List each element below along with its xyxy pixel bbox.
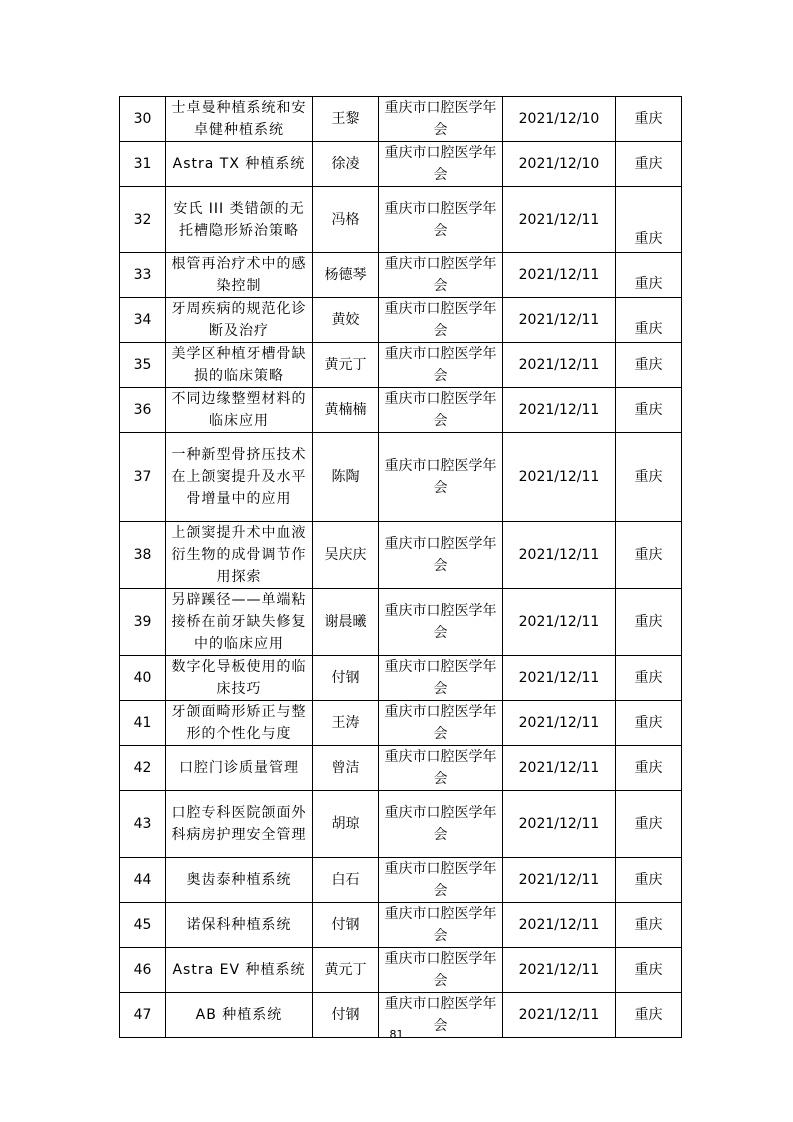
- lecture-date: 2021/12/11: [503, 858, 616, 903]
- row-number: 47: [120, 993, 166, 1038]
- speaker-name: 杨德琴: [313, 253, 379, 298]
- lecture-title: 美学区种植牙槽骨缺损的临床策略: [166, 343, 313, 388]
- location: 重庆: [616, 187, 682, 253]
- location: 重庆: [616, 589, 682, 656]
- organizer: 重庆市口腔医学年会: [379, 253, 503, 298]
- table-row: [120, 903, 682, 948]
- lecture-title: 士卓曼种植系统和安卓健种植系统: [166, 97, 313, 142]
- lecture-date: 2021/12/11: [503, 656, 616, 701]
- lecture-title: 数字化导板使用的临床技巧: [166, 656, 313, 701]
- organizer: 重庆市口腔医学年会: [379, 993, 503, 1038]
- location: 重庆: [616, 97, 682, 142]
- speaker-name: 王涛: [313, 701, 379, 746]
- lecture-title: 不同边缘整塑材料的临床应用: [166, 388, 313, 433]
- location: 重庆: [616, 656, 682, 701]
- lecture-title: 奥齿泰种植系统: [166, 858, 313, 903]
- speaker-name: 黄元丁: [313, 343, 379, 388]
- row-number: 30: [120, 97, 166, 142]
- organizer: 重庆市口腔医学年会: [379, 656, 503, 701]
- table-row: [120, 433, 682, 522]
- speaker-name: 谢晨曦: [313, 589, 379, 656]
- lecture-title: 口腔门诊质量管理: [166, 746, 313, 791]
- location: 重庆: [616, 993, 682, 1038]
- table-row: [120, 253, 682, 298]
- row-number: 39: [120, 589, 166, 656]
- speaker-name: 白石: [313, 858, 379, 903]
- organizer: 重庆市口腔医学年会: [379, 701, 503, 746]
- lecture-title: 口腔专科医院颌面外科病房护理安全管理: [166, 791, 313, 858]
- lecture-title: Astra TX 种植系统: [166, 142, 313, 187]
- row-number: 40: [120, 656, 166, 701]
- lecture-date: 2021/12/11: [503, 433, 616, 522]
- speaker-name: 付钢: [313, 656, 379, 701]
- lecture-date: 2021/12/11: [503, 903, 616, 948]
- lecture-title: 一种新型骨挤压技术在上颌窦提升及水平骨增量中的应用: [166, 433, 313, 522]
- organizer: 重庆市口腔医学年会: [379, 791, 503, 858]
- table-row: [120, 298, 682, 343]
- location: 重庆: [616, 298, 682, 343]
- speaker-name: 付钢: [313, 993, 379, 1038]
- organizer: 重庆市口腔医学年会: [379, 746, 503, 791]
- location: 重庆: [616, 142, 682, 187]
- lecture-date: 2021/12/11: [503, 701, 616, 746]
- table-row: [120, 589, 682, 656]
- lecture-date: 2021/12/11: [503, 589, 616, 656]
- row-number: 32: [120, 187, 166, 253]
- lecture-title: 诺保科种植系统: [166, 903, 313, 948]
- speaker-name: 王黎: [313, 97, 379, 142]
- location: 重庆: [616, 858, 682, 903]
- speaker-name: 吴庆庆: [313, 522, 379, 589]
- row-number: 41: [120, 701, 166, 746]
- lecture-date: 2021/12/11: [503, 746, 616, 791]
- location: 重庆: [616, 791, 682, 858]
- location: 重庆: [616, 433, 682, 522]
- lecture-date: 2021/12/11: [503, 993, 616, 1038]
- row-number: 44: [120, 858, 166, 903]
- speaker-name: 黄姣: [313, 298, 379, 343]
- table-row: [120, 746, 682, 791]
- row-number: 31: [120, 142, 166, 187]
- lecture-date: 2021/12/11: [503, 343, 616, 388]
- lecture-date: 2021/12/11: [503, 298, 616, 343]
- speaker-name: 黄元丁: [313, 948, 379, 993]
- table-row: [120, 948, 682, 993]
- row-number: 37: [120, 433, 166, 522]
- table-row: [120, 656, 682, 701]
- location: 重庆: [616, 746, 682, 791]
- table-row: [120, 858, 682, 903]
- table-row: [120, 142, 682, 187]
- location: 重庆: [616, 388, 682, 433]
- lecture-date: 2021/12/11: [503, 388, 616, 433]
- location: 重庆: [616, 903, 682, 948]
- table-row: [120, 701, 682, 746]
- table-row: [120, 522, 682, 589]
- speaker-name: 胡琼: [313, 791, 379, 858]
- location: 重庆: [616, 948, 682, 993]
- speaker-name: 陈陶: [313, 433, 379, 522]
- table-body: [120, 97, 682, 1038]
- location: 重庆: [616, 701, 682, 746]
- table-row: [120, 791, 682, 858]
- lecture-title: 牙颌面畸形矫正与整形的个性化与度: [166, 701, 313, 746]
- lecture-date: 2021/12/11: [503, 791, 616, 858]
- lecture-title: AB 种植系统: [166, 993, 313, 1038]
- organizer: 重庆市口腔医学年会: [379, 187, 503, 253]
- organizer: 重庆市口腔医学年会: [379, 97, 503, 142]
- lecture-title: 上颌窦提升术中血液衍生物的成骨调节作用探索: [166, 522, 313, 589]
- lecture-date: 2021/12/11: [503, 522, 616, 589]
- row-number: 38: [120, 522, 166, 589]
- table-row: [120, 97, 682, 142]
- lecture-table: [119, 96, 682, 1038]
- speaker-name: 付钢: [313, 903, 379, 948]
- row-number: 35: [120, 343, 166, 388]
- page-number: 81: [389, 1028, 404, 1041]
- lecture-title: 安氏 III 类错颌的无托槽隐形矫治策略: [166, 187, 313, 253]
- lecture-title: 牙周疾病的规范化诊断及治疗: [166, 298, 313, 343]
- row-number: 36: [120, 388, 166, 433]
- location: 重庆: [616, 343, 682, 388]
- lecture-date: 2021/12/10: [503, 97, 616, 142]
- lecture-date: 2021/12/11: [503, 948, 616, 993]
- organizer: 重庆市口腔医学年会: [379, 589, 503, 656]
- speaker-name: 黄楠楠: [313, 388, 379, 433]
- lecture-title: Astra EV 种植系统: [166, 948, 313, 993]
- location: 重庆: [616, 253, 682, 298]
- speaker-name: 徐凌: [313, 142, 379, 187]
- organizer: 重庆市口腔医学年会: [379, 433, 503, 522]
- row-number: 42: [120, 746, 166, 791]
- row-number: 34: [120, 298, 166, 343]
- organizer: 重庆市口腔医学年会: [379, 522, 503, 589]
- table-row: [120, 343, 682, 388]
- organizer: 重庆市口腔医学年会: [379, 142, 503, 187]
- organizer: 重庆市口腔医学年会: [379, 858, 503, 903]
- table-row: [120, 187, 682, 253]
- lecture-title: 根管再治疗术中的感染控制: [166, 253, 313, 298]
- speaker-name: 曾洁: [313, 746, 379, 791]
- lecture-date: 2021/12/11: [503, 253, 616, 298]
- organizer: 重庆市口腔医学年会: [379, 343, 503, 388]
- table-row: [120, 388, 682, 433]
- row-number: 33: [120, 253, 166, 298]
- row-number: 43: [120, 791, 166, 858]
- lecture-title: 另辟蹊径——单端粘接桥在前牙缺失修复中的临床应用: [166, 589, 313, 656]
- organizer: 重庆市口腔医学年会: [379, 388, 503, 433]
- organizer: 重庆市口腔医学年会: [379, 298, 503, 343]
- row-number: 46: [120, 948, 166, 993]
- organizer: 重庆市口腔医学年会: [379, 948, 503, 993]
- location: 重庆: [616, 522, 682, 589]
- speaker-name: 冯格: [313, 187, 379, 253]
- lecture-date: 2021/12/11: [503, 187, 616, 253]
- row-number: 45: [120, 903, 166, 948]
- lecture-date: 2021/12/10: [503, 142, 616, 187]
- organizer: 重庆市口腔医学年会: [379, 903, 503, 948]
